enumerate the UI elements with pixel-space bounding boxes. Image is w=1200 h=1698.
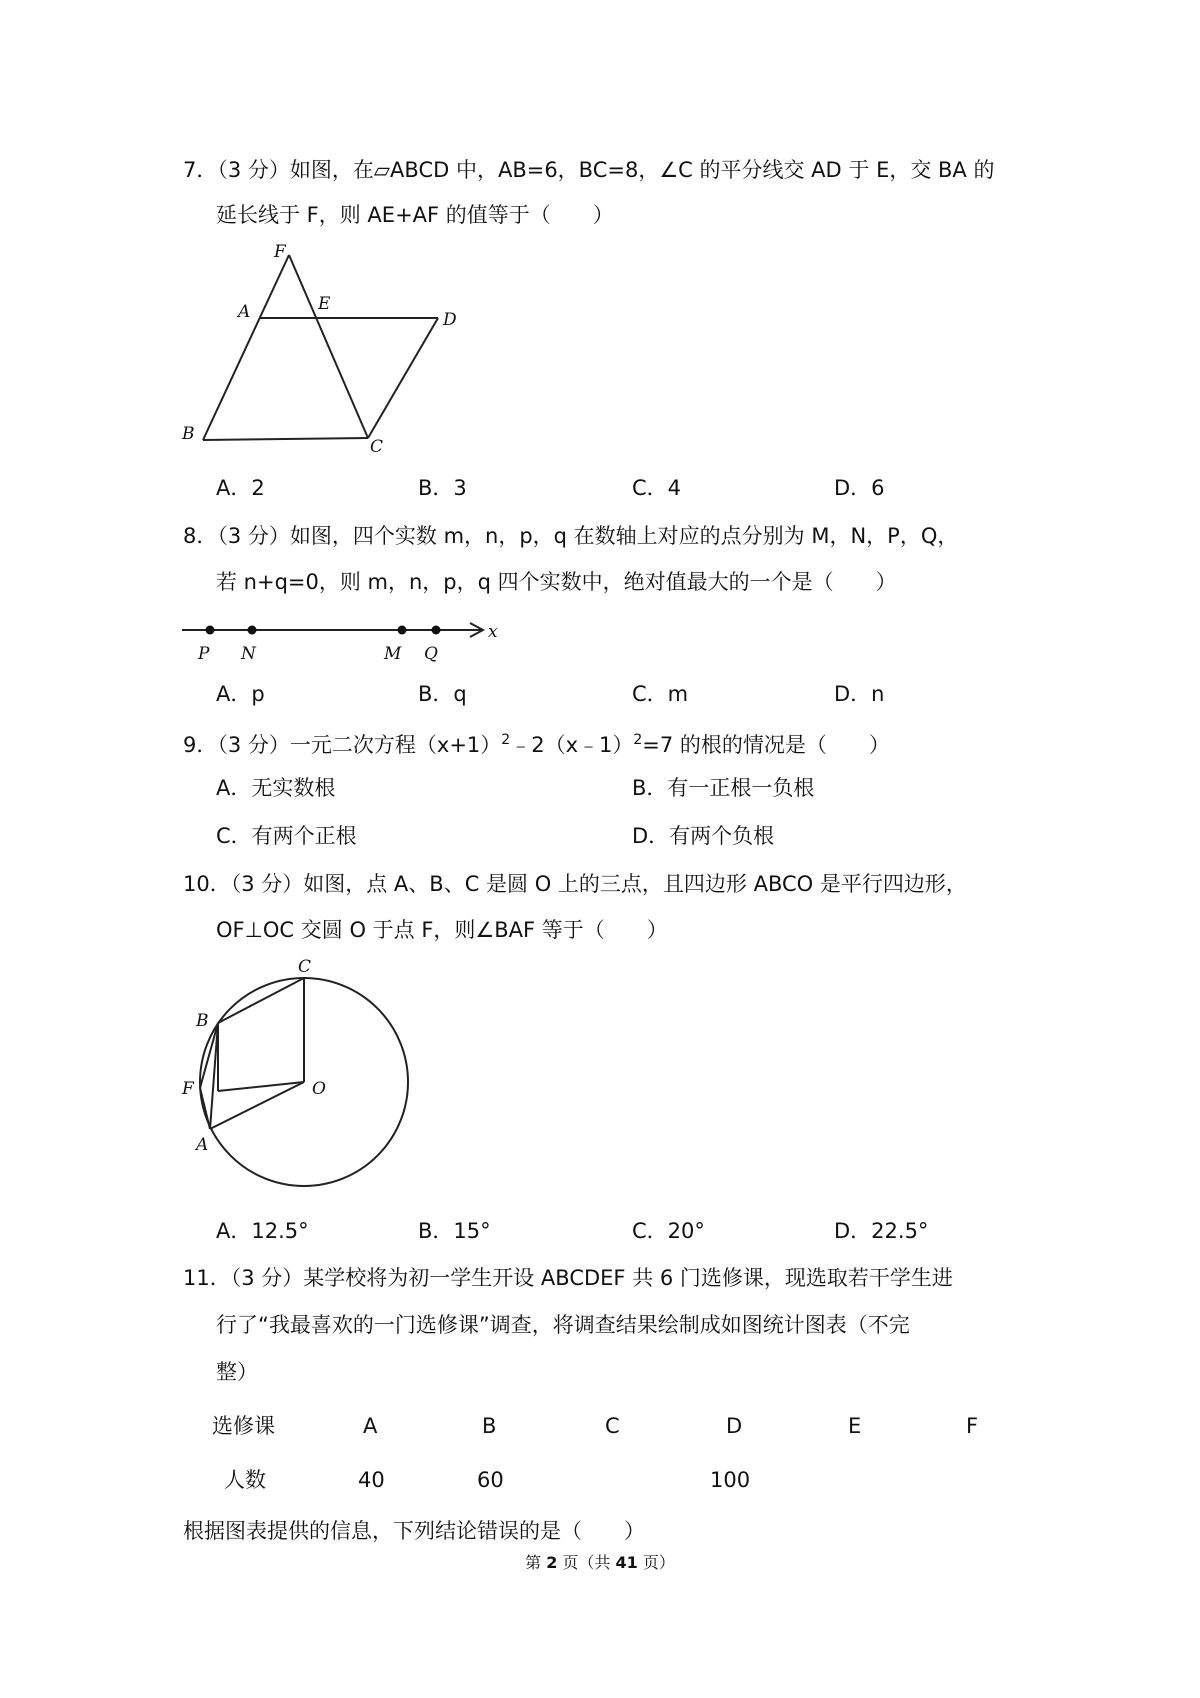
q8-option-a: A．p [216, 682, 265, 706]
q7-label-a: A [238, 302, 251, 322]
q10-line-1: 10．（3 分）如图，点 A、B、C 是圆 O 上的三点，且四边形 ABCO 是平行四边形， [183, 872, 967, 896]
q8-point-q [432, 626, 441, 635]
q8-option-b: B．q [418, 682, 467, 706]
q8-number-line-figure [178, 615, 498, 675]
q11-table-header-course: 选修课 [212, 1414, 275, 1438]
q9-text-a: 9．（3 分）一元二次方程（x+1） [183, 733, 502, 757]
q8-label-x: x [488, 622, 498, 642]
q9-option-d: D．有两个负根 [632, 824, 775, 848]
footer-page-number: 2 [546, 1553, 558, 1572]
q11-table-cell-d: 100 [710, 1468, 751, 1492]
q11-table-cell-b: 60 [477, 1468, 504, 1492]
q10-label-a: A [196, 1135, 209, 1155]
q11-table-row-label: 人数 [224, 1468, 266, 1492]
footer-total-pages: 41 [615, 1553, 638, 1572]
q10-circle-figure [178, 957, 428, 1200]
q8-label-n: N [241, 644, 256, 664]
q8-label-q: Q [424, 644, 438, 664]
q8-label-p: P [198, 644, 210, 664]
q10-label-o: O [312, 1079, 326, 1099]
q11-table-header-a: A [363, 1414, 378, 1438]
q11-table-header-f: F [966, 1414, 979, 1438]
q7-parallelogram-figure [178, 242, 478, 457]
q9-option-a: A．无实数根 [216, 776, 336, 800]
q11-line-4: 根据图表提供的信息，下列结论错误的是（ ） [183, 1519, 645, 1543]
q7-option-b: B．3 [418, 476, 467, 500]
q9-text-b: ﹣2（x﹣1） [510, 733, 634, 757]
q9-option-b: B．有一正根一负根 [632, 776, 815, 800]
footer-middle: 页（共 [557, 1553, 616, 1572]
q9-exponent-2: 2 [633, 732, 643, 748]
q11-table-header-c: C [605, 1414, 620, 1438]
q8-option-d: D．n [834, 682, 885, 706]
q7-line-1: 7．（3 分）如图，在▱ABCD 中，AB=6，BC=8，∠C 的平分线交 AD 于 E，交 BA 的 [183, 158, 995, 182]
q9-text-c: =7 的根的情况是（ ） [642, 733, 890, 757]
q7-label-f: F [274, 242, 286, 262]
footer-suffix: 页） [637, 1553, 675, 1572]
q11-table-cell-a: 40 [358, 1468, 385, 1492]
q10-line-2: OF⊥OC 交圆 O 于点 F，则∠BAF 等于（ ） [216, 918, 668, 942]
q8-label-m: M [384, 644, 402, 664]
q7-label-d: D [443, 310, 457, 330]
q8-option-c: C．m [632, 682, 689, 706]
q7-option-d: D．6 [834, 476, 885, 500]
q8-line-1: 8．（3 分）如图，四个实数 m，n，p，q 在数轴上对应的点分别为 M，N，P，Q， [183, 524, 959, 548]
q9-exponent-1: 2 [501, 732, 511, 748]
q10-label-f: F [182, 1079, 194, 1099]
q8-point-p [206, 626, 215, 635]
q7-label-e: E [318, 294, 331, 314]
q10-option-a: A．12.5° [216, 1219, 309, 1243]
q11-table-header-e: E [848, 1414, 862, 1438]
page-footer [0, 1550, 1200, 1573]
q7-option-c: C．4 [632, 476, 682, 500]
q7-label-b: B [182, 424, 195, 444]
q7-option-a: A．2 [216, 476, 265, 500]
q11-table-header-d: D [726, 1414, 743, 1438]
q8-line-2: 若 n+q=0，则 m，n，p，q 四个实数中，绝对值最大的一个是（ ） [216, 570, 897, 594]
q10-label-c: C [298, 957, 312, 977]
q7-label-c: C [370, 437, 384, 457]
q11-line-2: 行了“我最喜欢的一门选修课”调查，将调查结果绘制成如图统计图表（不完 [216, 1313, 910, 1337]
q9-option-c: C．有两个正根 [216, 824, 357, 848]
q11-line-3: 整） [216, 1360, 258, 1384]
q10-option-d: D．22.5° [834, 1219, 929, 1243]
q7-line-2: 延长线于 F，则 AE+AF 的值等于（ ） [216, 203, 614, 227]
q10-option-b: B．15° [418, 1219, 491, 1243]
q8-point-n [248, 626, 257, 635]
q10-label-b: B [196, 1011, 209, 1031]
q9-line [183, 725, 890, 760]
q11-line-1: 11．（3 分）某学校将为初一学生开设 ABCDEF 共 6 门选修课，现选取若干学生进 [183, 1266, 953, 1290]
q10-option-c: C．20° [632, 1219, 705, 1243]
q8-point-m [398, 626, 407, 635]
q11-table-header-b: B [482, 1414, 497, 1438]
footer-prefix: 第 [525, 1553, 547, 1572]
